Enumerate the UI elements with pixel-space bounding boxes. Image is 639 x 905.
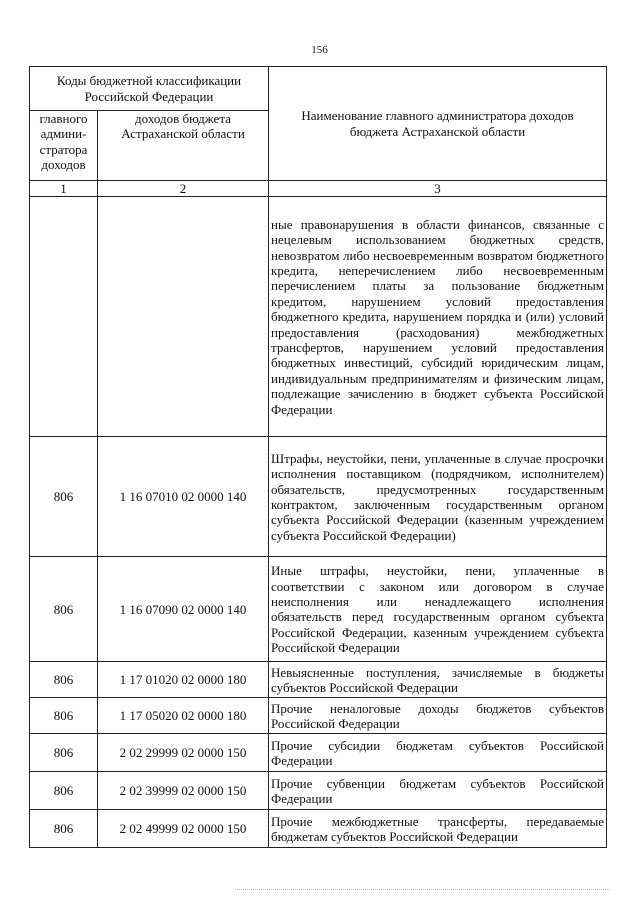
header-col-name: Наименование главного администратора доходов бюджета Астраханской области xyxy=(269,67,607,181)
header-col-admin: главного админи-стратора доходов xyxy=(30,111,98,181)
income-code: 1 17 05020 02 0000 180 xyxy=(98,698,269,734)
page-number: 156 xyxy=(311,44,328,56)
income-code: 1 16 07010 02 0000 140 xyxy=(98,437,269,557)
admin-code: 806 xyxy=(30,734,98,772)
header-num-3: 3 xyxy=(269,181,607,197)
income-code xyxy=(98,197,269,437)
admin-code: 806 xyxy=(30,810,98,848)
admin-code: 806 xyxy=(30,437,98,557)
table-row xyxy=(30,557,607,662)
header-num-1: 1 xyxy=(30,181,98,197)
table-row xyxy=(30,437,607,557)
income-name: Прочие субсидии бюджетам субъектов Российской Федерации xyxy=(269,734,607,772)
income-name: Иные штрафы, неустойки, пени, уплаченные в соответствии с законом или договором в случае неисполнения или ненадлежащего исполнения обязательств перед государственным органом субъекта Российской Федерации, казенным учреждением субъекта Российской Федерации xyxy=(269,557,607,662)
income-name: Прочие неналоговые доходы бюджетов субъектов Российской Федерации xyxy=(269,698,607,734)
table-row xyxy=(30,662,607,698)
admin-code: 806 xyxy=(30,662,98,698)
header-col-code: доходов бюджета Астраханской области xyxy=(98,111,269,181)
income-name: Прочие межбюджетные трансферты, передаваемые бюджетам субъектов Российской Федерации xyxy=(269,810,607,848)
income-name: Невыясненные поступления, зачисляемые в бюджеты субъектов Российской Федерации xyxy=(269,662,607,698)
header-group: Коды бюджетной классификации Российской Федерации xyxy=(30,67,269,111)
admin-code xyxy=(30,197,98,437)
income-name: Штрафы, неустойки, пени, уплаченные в случае просрочки исполнения поставщиком (подрядчиком, исполнителем) обязательств, предусмотренных государственным контрактом, заключенным государственным органом субъекта Российской Федерации (казенным учреждением субъекта Российской Федерации) xyxy=(269,437,607,557)
income-name: ные правонарушения в области финансов, связанные с нецелевым использованием бюджетных средств, невозвратом либо несвоевременным возвратом бюджетного кредита, неперечислением либо несвоевременным перечислением платы за пользование бюджетным кредитом, нарушением условий предоставления бюджетного кредита, нарушением порядка и (или) условий предоставления (расходования) межбюджетных трансфертов, нарушением условий предоставления бюджетных инвестиций, субсидий юридическим лицам, индивидуальным предпринимателям и физическим лицам, подлежащие зачислению в бюджет субъекта Российской Федерации xyxy=(269,197,607,437)
table-row xyxy=(30,698,607,734)
income-code: 1 16 07090 02 0000 140 xyxy=(98,557,269,662)
income-code: 2 02 49999 02 0000 150 xyxy=(98,810,269,848)
admin-code: 806 xyxy=(30,557,98,662)
admin-code: 806 xyxy=(30,772,98,810)
admin-code: 806 xyxy=(30,698,98,734)
table-row xyxy=(30,734,607,772)
income-name: Прочие субвенции бюджетам субъектов Российской Федерации xyxy=(269,772,607,810)
header-num-2: 2 xyxy=(98,181,269,197)
income-code: 1 17 01020 02 0000 180 xyxy=(98,662,269,698)
page-bottom-rule xyxy=(235,889,610,890)
table-row xyxy=(30,197,607,437)
table-row xyxy=(30,810,607,848)
budget-classification-table xyxy=(29,66,607,848)
income-code: 2 02 39999 02 0000 150 xyxy=(98,772,269,810)
income-code: 2 02 29999 02 0000 150 xyxy=(98,734,269,772)
table-row xyxy=(30,772,607,810)
